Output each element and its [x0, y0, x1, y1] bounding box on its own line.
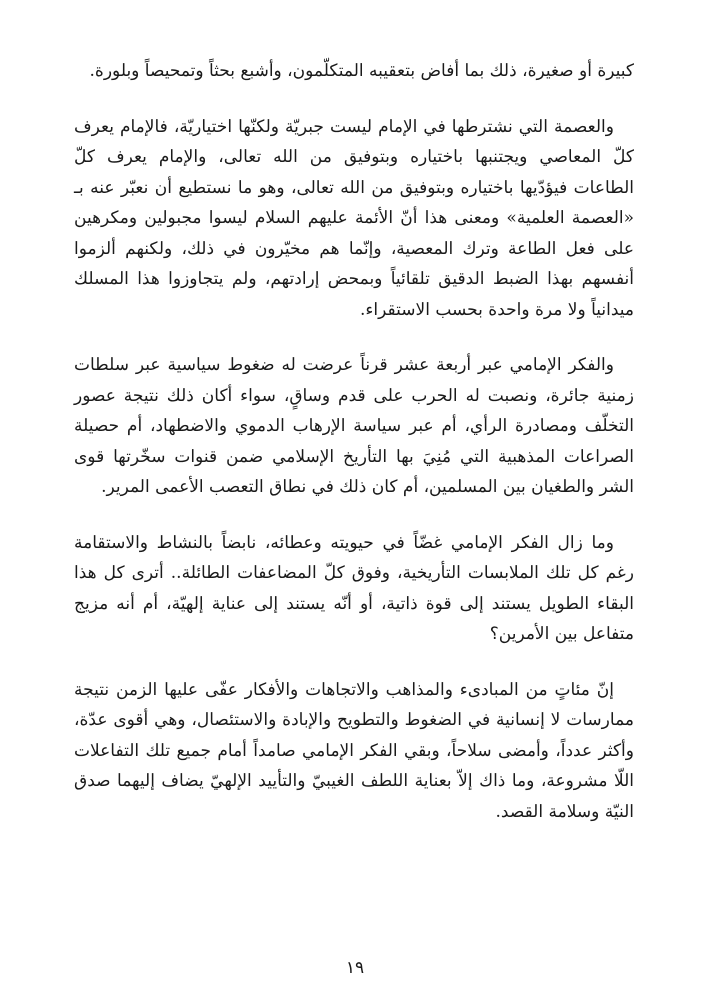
paragraph-infallibility: والعصمة التي نشترطها في الإمام ليست جبريّة ولكنّها اختياريّة، فالإمام يعرف كلّ المعاصي ويجتنبها باختياره وبتوفيق من الله تعالى، والإمام يعرف كلّ الطاعات فيؤدّيها باختياره وبتوفيق من الله تعالى، وهو ما نستطيع أن نعبّر عنه بـ «العصمة العلمية» ومعنى هذا أنّ الأئمة عليهم السلام ليسوا مجبولين ومكرهين على فعل الطاعة وترك المعصية، وإنّما هم مخيّرون في ذلك، ولكنهم ألزموا أنفسهم بهذا الضبط الدقيق تلقائياً وبمحض إرادتهم، ولم يتجاوزوا هذا المسلك ميدانياً ولا مرة واحدة بحسب الاستقراء.: [74, 116, 634, 320]
page-body: [74, 56, 634, 852]
paragraph-divine-care: إنّ مئاتٍ من المبادىء والمذاهب والاتجاهات والأفكار عفّى عليها الزمن نتيجة ممارسات لا إنسانية في الضغوط والتطويح والإبادة والاستئصال، وهي أقوى عدّة، وأكثر عدداً، وأمضى سلاحاً، وبقي الفكر الإمامي صامداً أمام جميع تلك التفاعلات اللّا مشروعة، وما ذاك إلاّ بعناية اللطف الغيبيّ والتأييد الإلهيّ يضاف إليهما صدق النيّة وسلامة القصد.: [74, 679, 634, 822]
paragraph-continuation: كبيرة أو صغيرة، ذلك بما أفاض بتعقيبه المتكلّمون، وأشبع بحثاً وتمحيصاً وبلورة.: [89, 61, 634, 81]
page-number: ١٩: [345, 958, 365, 978]
paragraph-vitality: وما زال الفكر الإمامي غضّاً في حيويته وعطائه، نابضاً بالنشاط والاستقامة رغم كل تلك الملابسات التأريخية، وفوق كلّ المضاعفات الطائلة.. أترى كل هذا البقاء الطويل يستند إلى قوة ذاتية، أو أنّه يستند إلى عناية إلهيّة، أم أنه مزيج متفاعل بين الأمرين؟: [74, 532, 634, 644]
paragraph-political-pressure: والفكر الإمامي عبر أربعة عشر قرناً عرضت له ضغوط سياسية عبر سلطات زمنية جائرة، ونصبت له الحرب على قدم وساقٍ، سواء أكان ذلك نتيجة عصور التخلّف ومصادرة الرأي، أم عبر سياسة الإرهاب الدموي والاضطهاد، أم حصيلة الصراعات المذهبية التي مُنِيَ بها التأريخ الإسلامي ضمن قنوات سخّرتها قوى الشر والطغيان بين المسلمين، أم كان ذلك في نطاق التعصب الأعمى المرير.: [74, 355, 634, 497]
